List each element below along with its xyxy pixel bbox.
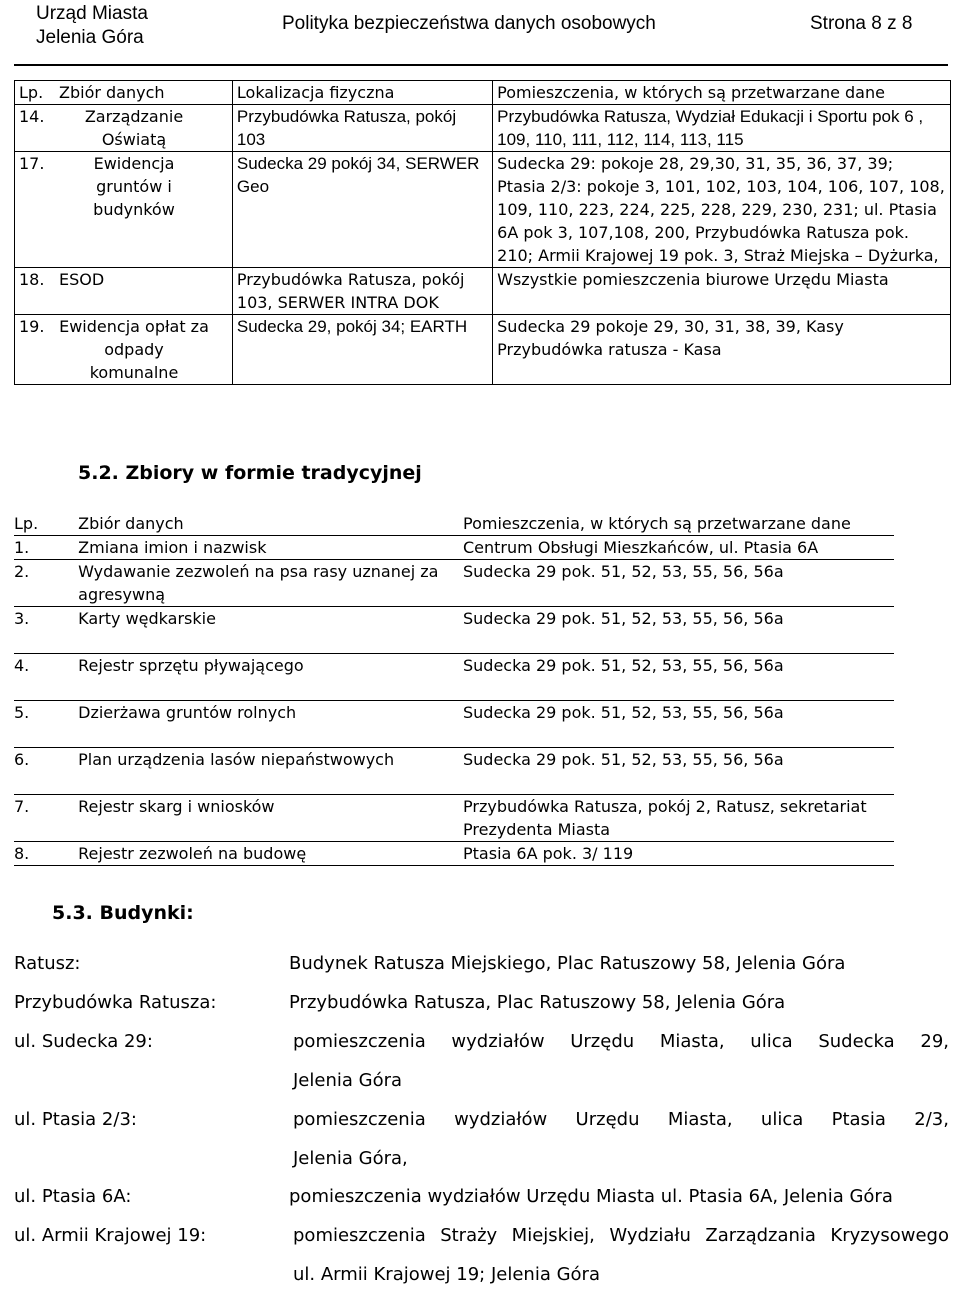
building-label: ul. Armii Krajowej 19: [14,1225,207,1246]
row-location: Sudecka 29 pokój 34, SERWER Geo [232,152,492,268]
row-name: Rejestr zezwoleń na budowę [78,842,463,866]
row-lp: 19. [19,317,45,336]
row-lp: 5. [14,701,78,748]
cell-lp-name [15,152,233,268]
row-lp: 3. [14,607,78,654]
header-divider [14,64,948,66]
cell-lp-name [15,315,233,385]
building-label: Ratusz: [14,953,81,974]
table-row [14,560,894,607]
table-row [14,795,894,842]
row-location: Przybudówka Ratusza, pokój 103, SERWER INTRA DOK [232,268,492,315]
office-line-2: Jelenia Góra [36,27,144,48]
header-rooms: Pomieszczenia, w których są przetwarzane dane [463,512,894,536]
page-number: Strona 8 z 8 [810,13,913,34]
header-rooms: Pomieszczenia, w których są przetwarzane dane [493,81,951,105]
header-location: Lokalizacja fizyczna [232,81,492,105]
building-value-continued: Jelenia Góra, [293,1148,408,1169]
table-row [14,701,894,748]
electronic-data-sets-table [14,80,951,385]
row-rooms: Sudecka 29 pok. 51, 52, 53, 55, 56, 56a [463,748,894,795]
table-row [15,152,951,268]
table-row [14,842,894,866]
building-value-continued: Jelenia Góra [293,1070,403,1091]
table-row [14,536,894,560]
row-location: Sudecka 29, pokój 34; EARTH [232,315,492,385]
table-header-row [15,81,951,105]
building-value: Budynek Ratusza Miejskiego, Plac Ratuszowy 58, Jelenia Góra [289,953,846,974]
section-heading-buildings: 5.3. Budynki: [52,902,194,924]
row-location: Przybudówka Ratusza, pokój 103 [232,105,492,152]
row-name: Wydawanie zezwoleń na psa rasy uznanej za agresywną [78,560,463,607]
building-value: pomieszczenia wydziałów Urzędu Miasta ul. Ptasia 6A, Jelenia Góra [289,1186,893,1207]
table-row [14,748,894,795]
building-label: ul. Sudecka 29: [14,1031,153,1052]
row-lp: 8. [14,842,78,866]
table-row [14,654,894,701]
table-row [15,315,951,385]
table-row [15,268,951,315]
building-value: Przybudówka Ratusza, Plac Ratuszowy 58, Jelenia Góra [289,992,786,1013]
row-name: Rejestr sprzętu pływającego [78,654,463,701]
table-row [15,105,951,152]
building-value: pomieszczenia wydziałów Urzędu Miasta, ulica Ptasia 2/3, [293,1109,949,1130]
row-lp: 7. [14,795,78,842]
header-name: Zbiór danych [59,83,165,102]
header-lp-name [15,81,233,105]
row-name: Zarządzanie Oświatą [84,107,184,149]
row-rooms: Przybudówka Ratusza, pokój 2, Ratusz, sekretariat Prezydenta Miasta [463,795,894,842]
row-name: Zmiana imion i nazwisk [78,536,463,560]
table-row [14,607,894,654]
document-title: Polityka bezpieczeństwa danych osobowych [282,13,656,34]
header-name: Zbiór danych [78,512,463,536]
row-rooms: Centrum Obsługi Mieszkańców, ul. Ptasia 6A [463,536,894,560]
header-lp: Lp. [19,83,44,102]
building-label: Przybudówka Ratusza: [14,992,217,1013]
row-rooms: Ptasia 6A pok. 3/ 119 [463,842,894,866]
traditional-data-sets-table [14,512,894,866]
row-name: Dzierżawa gruntów rolnych [78,701,463,748]
row-lp: 18. [19,270,45,289]
row-rooms: Przybudówka Ratusza, Wydział Edukacji i Sportu pok 6 , 109, 110, 111, 112, 114, 113, 115 [493,105,951,152]
header-lp: Lp. [14,512,78,536]
section-heading-traditional: 5.2. Zbiory w formie tradycyjnej [78,462,422,484]
building-value: pomieszczenia Straży Miejskiej, Wydziału Zarządzania Kryzysowego [293,1225,949,1246]
building-value-continued: ul. Armii Krajowej 19; Jelenia Góra [293,1264,600,1285]
cell-lp-name [15,268,233,315]
office-name [36,2,148,50]
row-rooms: Sudecka 29 pok. 51, 52, 53, 55, 56, 56a [463,701,894,748]
row-lp: 14. [19,107,45,126]
row-name: Karty wędkarskie [78,607,463,654]
row-lp: 6. [14,748,78,795]
building-value: pomieszczenia wydziałów Urzędu Miasta, ulica Sudecka 29, [293,1031,949,1052]
table-header-row [14,512,894,536]
office-line-1: Urząd Miasta [36,3,148,24]
page-header [0,0,960,62]
row-name: ESOD [59,270,105,289]
cell-lp-name [15,105,233,152]
row-lp: 2. [14,560,78,607]
row-rooms: Sudecka 29 pok. 51, 52, 53, 55, 56, 56a [463,560,894,607]
row-lp: 17. [19,154,45,173]
row-rooms: Sudecka 29 pok. 51, 52, 53, 55, 56, 56a [463,654,894,701]
row-name: Plan urządzenia lasów niepaństwowych [78,748,463,795]
row-lp: 4. [14,654,78,701]
row-name: Ewidencja opłat za odpady komunalne [59,317,209,382]
row-rooms: Sudecka 29: pokoje 28, 29,30, 31, 35, 36, 37, 39; Ptasia 2/3: pokoje 3, 101, 102, 103, 104, 106, 107, 108, 109, 110, 223, 224, 225, 228, 229, 230, 231; ul. Ptasia 6A pok 3, 107,108, 200, Przybudówka Ratusza pok. 210; Armii Krajowej 19 pok. 3, Straż Miejska – Dyżurka, [493,152,951,268]
building-label: ul. Ptasia 6A: [14,1186,132,1207]
row-rooms: Wszystkie pomieszczenia biurowe Urzędu Miasta [493,268,951,315]
row-rooms: Sudecka 29 pok. 51, 52, 53, 55, 56, 56a [463,607,894,654]
row-name: Rejestr skarg i wniosków [78,795,463,842]
building-label: ul. Ptasia 2/3: [14,1109,137,1130]
row-lp: 1. [14,536,78,560]
row-name: Ewidencja gruntów i budynków [93,154,175,219]
row-rooms: Sudecka 29 pokoje 29, 30, 31, 38, 39, Kasy Przybudówka ratusza - Kasa [493,315,951,385]
